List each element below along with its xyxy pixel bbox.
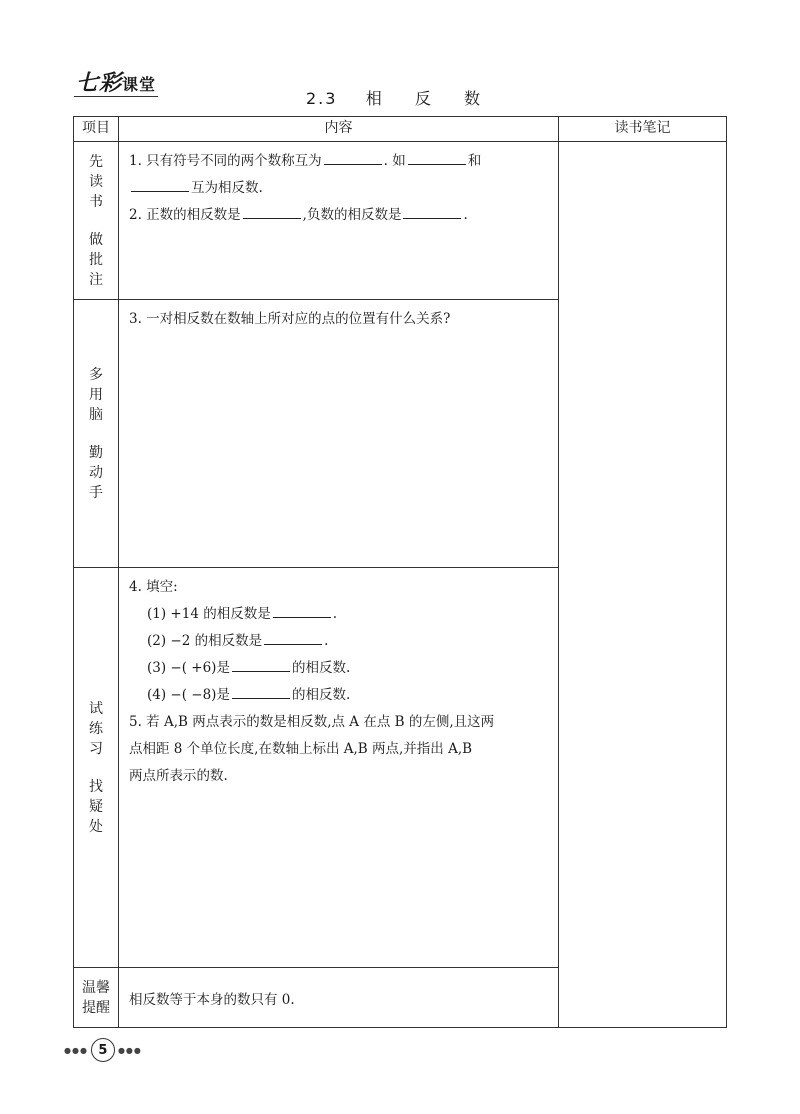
section-label-char: 试 [89,700,103,717]
answer-blank[interactable] [324,150,382,165]
page-number [64,1038,142,1062]
content-text: 的相反数. [291,660,351,676]
answer-blank[interactable] [243,204,301,219]
section-label-char: 动 [89,464,103,481]
section-label [74,142,119,300]
col-header-item: 项目 [74,117,119,142]
col-header-notes: 读书笔记 [559,117,727,142]
section-label-char: 多 [89,366,103,383]
page-title [0,86,800,109]
section-label-char: 手 [89,484,103,501]
content-text: 和 [467,153,482,169]
section-label-char: 练 [89,720,103,737]
section-label-char: 先 [89,153,103,170]
section-content [119,568,559,968]
label-gap [74,759,118,777]
section-label-char: 注 [89,271,103,288]
content-text: ,负数的相反数是 [302,207,402,223]
content-line [129,175,548,202]
section-content [119,300,559,568]
content-line [129,148,548,175]
content-line [129,628,548,655]
section-label-char: 批 [89,251,103,268]
section-number: 2.3 [306,89,338,108]
tip-text: 相反数等于本身的数只有 0. [119,968,559,1028]
content-text: (4) −( −8)是 [147,687,230,703]
content-text: 两点所表示的数. [129,768,228,784]
content-line [129,306,548,333]
content-text: . [324,633,329,649]
content-text: 3. 一对相反数在数轴上所对应的点的位置有什么关系? [129,311,451,327]
tip-label-line: 温馨 [82,979,110,996]
content-line [129,709,548,736]
content-text: (3) −( +6)是 [147,660,230,676]
dots-right: ●●● [117,1045,142,1055]
section-label-char: 书 [89,193,103,210]
section-label-char: 勤 [89,444,103,461]
content-text: (1) +14 的相反数是 [147,606,271,622]
logo-main: 七彩 [76,71,123,96]
label-gap [74,425,118,443]
content-text: (2) −2 的相反数是 [147,633,263,649]
content-line [129,601,548,628]
answer-blank[interactable] [403,204,461,219]
page-number-value: 5 [91,1038,115,1062]
answer-blank[interactable] [232,657,290,672]
logo-sub: 课堂 [122,75,157,94]
section-content [119,142,559,300]
content-line [129,763,548,790]
section-label-char: 用 [89,386,103,403]
content-line [129,736,548,763]
section-label-char: 习 [89,740,103,757]
section-label-char: 做 [89,231,103,248]
content-line [129,682,548,709]
content-text: . 如 [383,153,406,169]
answer-blank[interactable] [131,177,189,192]
content-text: 5. 若 A,B 两点表示的数是相反数,点 A 在点 B 的左侧,且这两 [129,714,495,730]
section-label-char: 脑 [89,406,103,423]
content-text: 互为相反数. [191,180,263,196]
section-label-char: 读 [89,173,103,190]
content-text: 4. 填空: [129,579,178,595]
answer-blank[interactable] [232,684,290,699]
table-header-row [74,117,727,142]
notes-column[interactable] [559,142,727,1028]
content-text: 的相反数. [291,687,351,703]
study-table [73,116,727,1028]
content-text: 1. 只有符号不同的两个数称互为 [129,153,322,169]
section-label-char: 疑 [89,798,103,815]
answer-blank[interactable] [408,150,466,165]
tip-label-line: 提醒 [82,999,110,1016]
section-label-char: 处 [89,818,103,835]
content-line [129,202,548,229]
content-text: 点相距 8 个单位长度,在数轴上标出 A,B 两点,并指出 A,B [129,741,473,757]
section-label [74,568,119,968]
content-text: . [463,207,468,223]
section-label [74,300,119,568]
section-row-preread [74,142,727,300]
answer-blank[interactable] [264,630,322,645]
content-text: . [332,606,337,622]
content-text: 2. 正数的相反数是 [129,207,241,223]
label-gap [74,212,118,230]
section-label-char: 找 [89,778,103,795]
content-line [129,574,548,601]
col-header-content: 内容 [119,117,559,142]
tip-label [74,968,119,1028]
section-title: 相 反 数 [365,89,494,108]
dots-left: ●●● [64,1045,88,1055]
content-line [129,655,548,682]
answer-blank[interactable] [273,603,331,618]
